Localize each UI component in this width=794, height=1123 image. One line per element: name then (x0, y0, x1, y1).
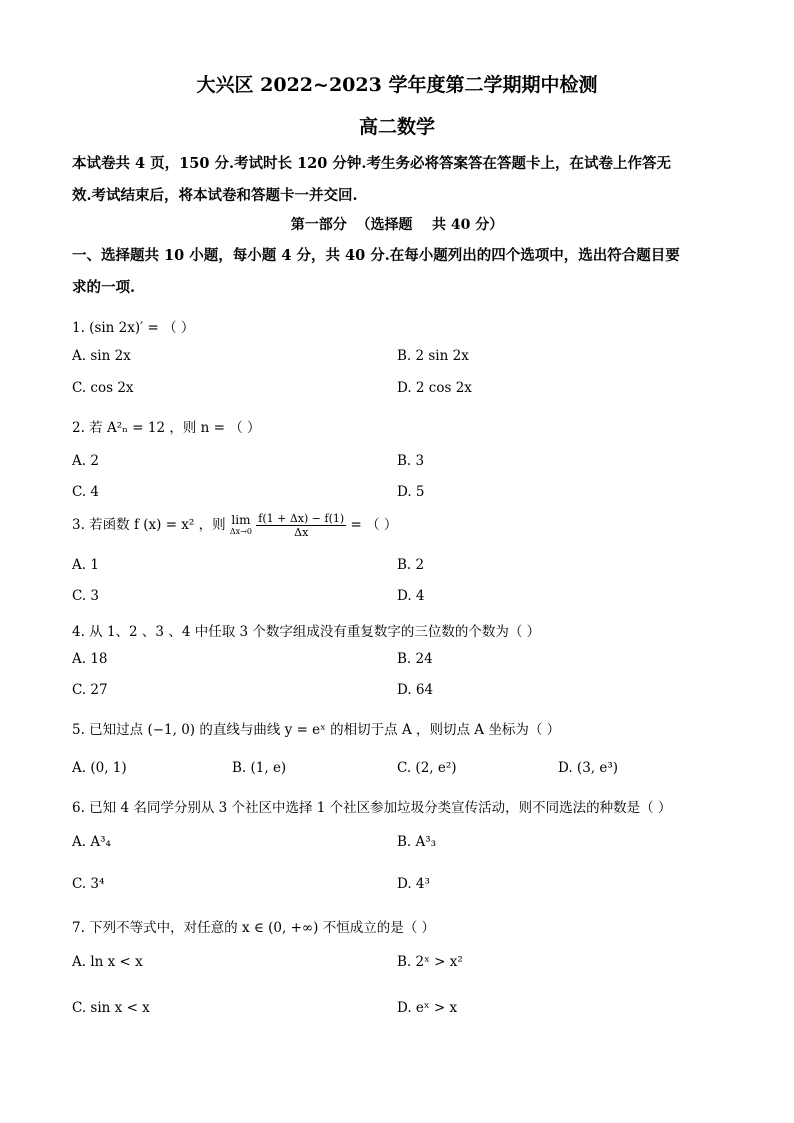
question-1-option-c: C. cos 2x (72, 380, 134, 396)
question-1-option-b: B. 2 sin 2x (397, 348, 469, 364)
question-7-option-b: B. 2ˣ > x² (397, 954, 463, 970)
difference-quotient-fraction (256, 512, 346, 539)
question-3-stem-prefix: 3. 若函数 f (x) = x² ，则 (72, 517, 230, 533)
part-heading: 第一部分 （选择题 共 40 分） (290, 217, 504, 233)
exam-title: 大兴区 2022~2023 学年度第二学期期中检测 (196, 74, 598, 96)
exam-subtitle: 高二数学 (358, 116, 435, 138)
question-1-option-a: A. sin 2x (72, 348, 131, 364)
limit-expression (229, 512, 252, 537)
question-3-option-a: A. 1 (72, 557, 99, 573)
limit-symbol: lim (231, 512, 251, 527)
section-intro-line-1: 一、选择题共 10 小题，每小题 4 分，共 40 分.在每小题列出的四个选项中，选出符合题目要 (72, 247, 680, 264)
question-2-option-d: D. 5 (397, 484, 425, 500)
question-3-stem-suffix: = （ ） (350, 517, 398, 533)
question-5-option-a: A. (0, 1) (72, 760, 127, 776)
limit-subscript: Δx→0 (229, 526, 252, 536)
question-5-option-d: D. (3, e³) (558, 760, 619, 776)
question-7-option-c: C. sin x < x (72, 1000, 150, 1016)
question-5-option-b: B. (1, e) (232, 760, 287, 776)
question-2-stem: 2. 若 A²ₙ = 12 ，则 n = （ ） (72, 420, 261, 436)
question-3-option-b: B. 2 (397, 557, 425, 573)
question-4-option-b: B. 24 (397, 651, 433, 667)
fraction-denominator: Δx (294, 526, 309, 539)
question-6-stem: 6. 已知 4 名同学分别从 3 个社区中选择 1 个社区参加垃圾分类宣传活动，则不同选法的种数是（ ） (72, 800, 672, 816)
fraction-numerator: f(1 + Δx) − f(1) (258, 512, 345, 525)
question-7-stem: 7. 下列不等式中，对任意的 x ∈ (0, +∞) 不恒成立的是（ ） (72, 920, 435, 936)
question-4-option-c: C. 27 (72, 682, 108, 698)
question-4-option-a: A. 18 (72, 651, 108, 667)
question-4-stem: 4. 从 1、2 、3 、4 中任取 3 个数字组成没有重复数字的三位数的个数为（ ） (72, 624, 541, 640)
instructions-line-2: 效.考试结束后，将本试卷和答题卡一并交回. (72, 187, 358, 204)
question-6-option-c: C. 3⁴ (72, 876, 105, 892)
question-3-option-d: D. 4 (397, 588, 425, 604)
question-6-option-d: D. 4³ (397, 876, 430, 892)
question-1-option-d: D. 2 cos 2x (397, 380, 472, 396)
question-3-option-c: C. 3 (72, 588, 100, 604)
question-5-option-c: C. (2, e²) (397, 760, 457, 776)
section-intro-line-2: 求的一项. (72, 279, 136, 296)
question-5-stem: 5. 已知过点 (−1, 0) 的直线与曲线 y = eˣ 的相切于点 A ，则切点 A 坐标为（ ） (72, 722, 561, 738)
question-6-option-b: B. A³₃ (397, 834, 437, 850)
question-6-option-a: A. A³₄ (72, 834, 111, 850)
question-2-option-c: C. 4 (72, 484, 100, 500)
instructions-line-1: 本试卷共 4 页，150 分.考试时长 120 分钟.考生务必将答案答在答题卡上，在试卷上作答无 (72, 155, 671, 172)
question-2-option-a: A. 2 (72, 453, 99, 469)
question-4-option-d: D. 64 (397, 682, 434, 698)
question-3-stem (72, 512, 397, 539)
question-7-option-d: D. eˣ > x (397, 1000, 458, 1016)
question-1-stem: 1. (sin 2x)′ = （ ） (72, 320, 195, 336)
question-2-option-b: B. 3 (397, 453, 425, 469)
question-7-option-a: A. ln x < x (72, 954, 143, 970)
